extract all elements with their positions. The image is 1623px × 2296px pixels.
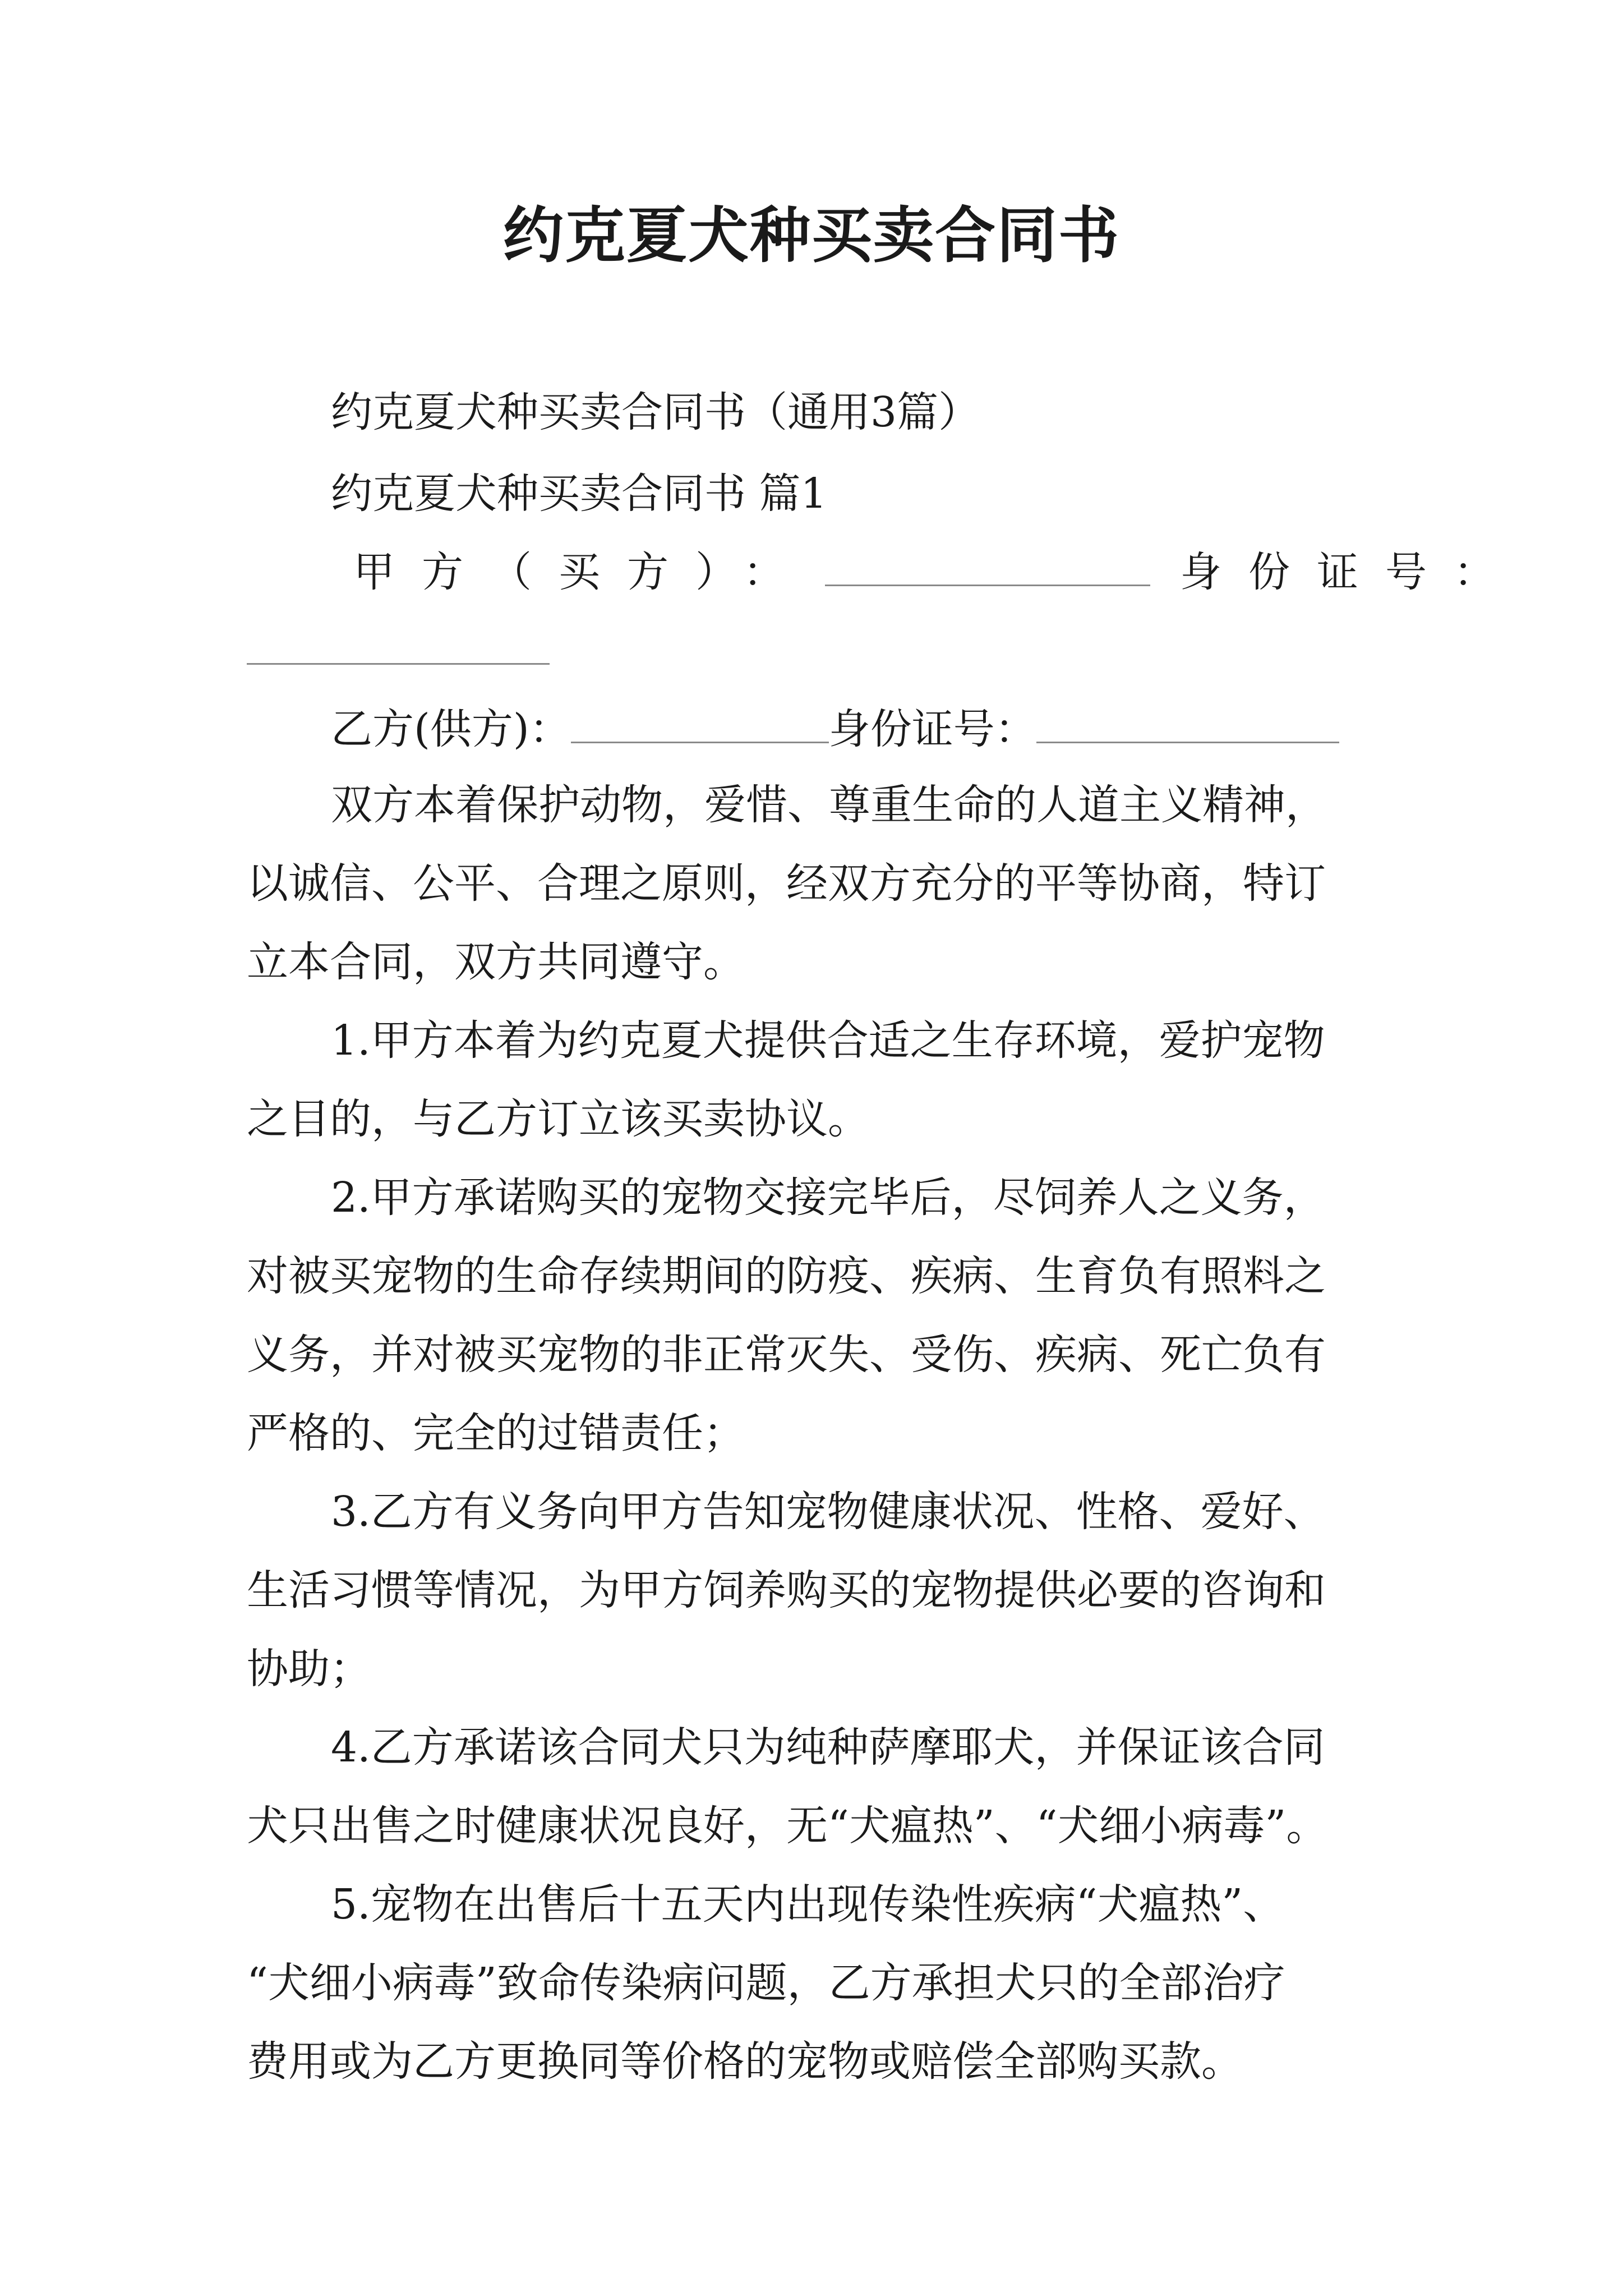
paragraph-line: 对被买宠物的生命存续期间的防疫、疾病、生育负有照料之 [247, 1252, 1326, 1300]
paragraph-line: 1.甲方本着为约克夏犬提供合适之生存环境，爱护宠物 [331, 1016, 1325, 1065]
document-title: 约克夏犬种买卖合同书 [502, 200, 1120, 271]
party-a-id-label: 身份证号： [1180, 548, 1523, 596]
paragraph-line: 生活习惯等情况，为甲方饲养购买的宠物提供必要的咨询和 [247, 1566, 1326, 1614]
paragraph-line: 4.乙方承诺该合同犬只为纯种萨摩耶犬，并保证该合同 [331, 1723, 1325, 1772]
paragraph-line: 3.乙方有义务向甲方告知宠物健康状况、性格、爱好、 [331, 1488, 1325, 1536]
paragraph-line: 5.宠物在出售后十五天内出现传染性疾病“犬瘟热”、 [331, 1880, 1285, 1929]
paragraph-line: 协助； [247, 1645, 371, 1693]
party-a-id-blank[interactable] [247, 629, 550, 665]
paragraph-line: 以诚信、公平、合理之原则，经双方充分的平等协商，特订 [247, 859, 1326, 908]
subtitle-collection: 约克夏犬种买卖合同书（通用3篇） [331, 388, 980, 436]
paragraph-line: 费用或为乙方更换同等价格的宠物或赔偿全部购买款。 [247, 2037, 1243, 2086]
party-a-name-blank[interactable] [825, 540, 1150, 586]
party-b-id-label: 身份证号： [828, 705, 1036, 753]
paragraph-line: 之目的，与乙方订立该买卖协议。 [247, 1095, 869, 1143]
party-b-id-blank[interactable] [1036, 697, 1339, 743]
paragraph-line: 2.甲方承诺购买的宠物交接完毕后，尽饲养人之义务， [331, 1174, 1325, 1222]
subtitle-part: 约克夏犬种买卖合同书 篇1 [331, 470, 827, 518]
party-b-name-blank[interactable] [571, 697, 829, 743]
party-a-id-row [247, 611, 550, 690]
paragraph-line: 严格的、完全的过错责任； [247, 1409, 745, 1457]
paragraph-line: “犬细小病毒”致命传染病问题，乙方承担犬只的全部治疗 [247, 1959, 1285, 2007]
paragraph-line: 立本合同，双方共同遵守。 [247, 938, 745, 986]
paragraph-line: 双方本着保护动物，爱惜、尊重生命的人道主义精神， [331, 781, 1327, 829]
party-a-label: 甲方（买方）： [353, 548, 811, 596]
party-b-label: 乙方(供方)： [331, 705, 571, 753]
party-a-row [353, 533, 1522, 611]
paragraph-line: 义务，并对被买宠物的非正常灭失、受伤、疾病、死亡负有 [247, 1331, 1326, 1379]
paragraph-line: 犬只出售之时健康状况良好，无“犬瘟热”、“犬细小病毒”。 [247, 1802, 1328, 1850]
party-b-row [247, 690, 1339, 769]
